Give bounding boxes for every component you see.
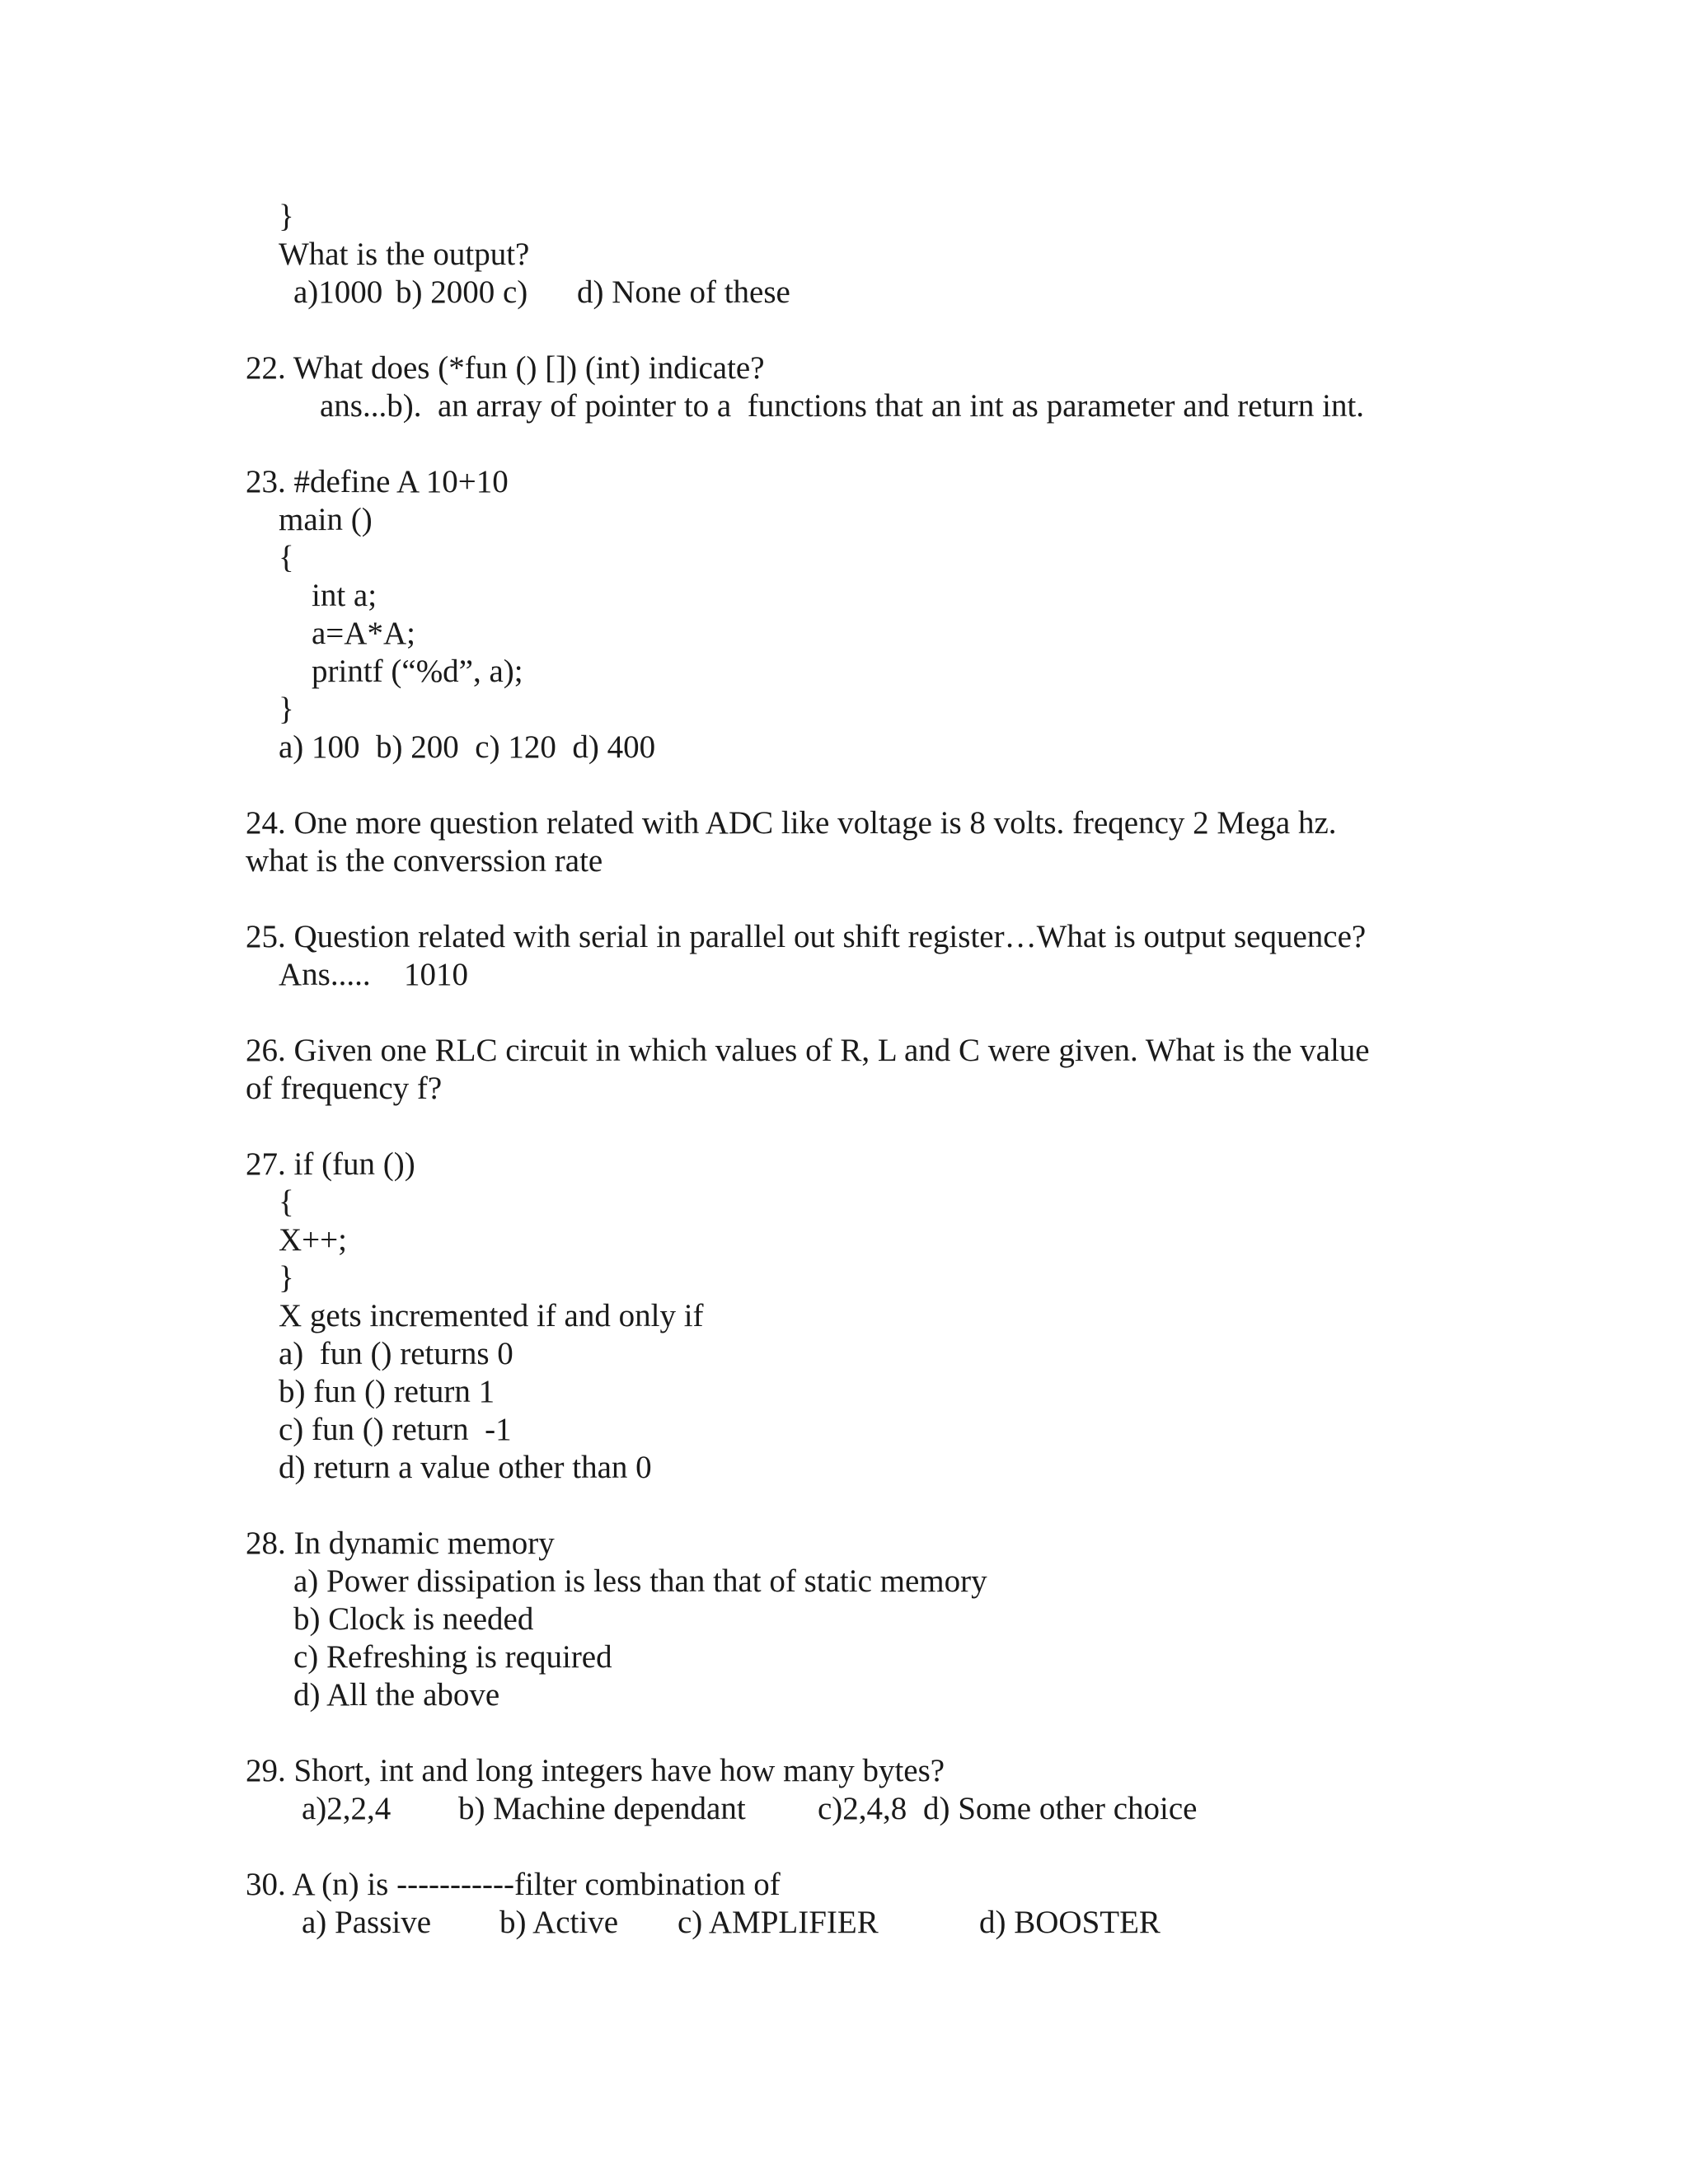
q23-code-line: int a;: [312, 578, 377, 613]
q30-option-d: d) BOOSTER: [979, 1905, 1160, 1940]
q23-define: 23. #define A 10+10: [246, 464, 509, 499]
q27-open-brace: {: [279, 1184, 294, 1220]
q25-answer-label: Ans.....: [279, 957, 371, 992]
q23-close-brace: }: [279, 691, 294, 727]
q23-open-brace: {: [279, 540, 294, 575]
q30-option-a: a) Passive: [302, 1905, 432, 1940]
q23-code-line: printf (“%d”, a);: [312, 654, 523, 689]
q21-option-a: a)1000: [293, 274, 383, 310]
q29-option-c: c)2,4,8: [818, 1791, 907, 1826]
q29-option-d: d) Some other choice: [923, 1791, 1198, 1826]
q26-line: of frequency f?: [246, 1071, 443, 1106]
q28-option-c: c) Refreshing is required: [293, 1639, 612, 1675]
q21-option-d: d) None of these: [577, 274, 790, 310]
q27-option-c: c) fun () return -1: [279, 1412, 512, 1447]
q24-line: what is the converssion rate: [246, 843, 603, 879]
q26-line: 26. Given one RLC circuit in which values of R, L and C were given. What is the value: [246, 1033, 1370, 1068]
q23-options: a) 100 b) 200 c) 120 d) 400: [279, 729, 656, 765]
q23-code-line: a=A*A;: [312, 616, 415, 651]
q25-answer-value: 1010: [404, 957, 468, 992]
q30-question: 30. A (n) is -----------filter combination of: [246, 1867, 781, 1902]
q22-question: 22. What does (*fun () []) (int) indicate?: [246, 350, 765, 386]
q27-body: X++;: [279, 1222, 347, 1258]
q23-main: main (): [279, 502, 373, 537]
q29-question: 29. Short, int and long integers have how many bytes?: [246, 1753, 945, 1788]
q28-option-a: a) Power dissipation is less than that of static memory: [293, 1563, 987, 1599]
q30-option-b: b) Active: [499, 1905, 619, 1940]
q21-question: What is the output?: [279, 237, 530, 272]
q28-option-d: d) All the above: [293, 1677, 500, 1713]
q27-question: X gets incremented if and only if: [279, 1298, 704, 1333]
q27-option-b: b) fun () return 1: [279, 1374, 495, 1409]
q28-question: 28. In dynamic memory: [246, 1526, 555, 1561]
q21-close-brace: }: [279, 199, 294, 234]
q30-option-c: c) AMPLIFIER: [678, 1905, 879, 1940]
q22-answer: ans...b). an array of pointer to a functions that an int as parameter and return int.: [320, 388, 1365, 424]
q27-option-a: a) fun () returns 0: [279, 1336, 513, 1371]
q21-option-b: b) 2000: [396, 274, 495, 310]
q29-option-b: b) Machine dependant: [458, 1791, 746, 1826]
q28-option-b: b) Clock is needed: [293, 1601, 534, 1637]
q27-option-d: d) return a value other than 0: [279, 1450, 652, 1485]
q21-option-c: c): [503, 274, 528, 310]
q29-option-a: a)2,2,4: [302, 1791, 392, 1826]
q27-head: 27. if (fun ()): [246, 1146, 415, 1182]
q24-line: 24. One more question related with ADC like voltage is 8 volts. freqency 2 Mega hz.: [246, 805, 1337, 841]
q25-question: 25. Question related with serial in parallel out shift register…What is output sequence?: [246, 919, 1367, 954]
q27-close-brace: }: [279, 1260, 294, 1296]
